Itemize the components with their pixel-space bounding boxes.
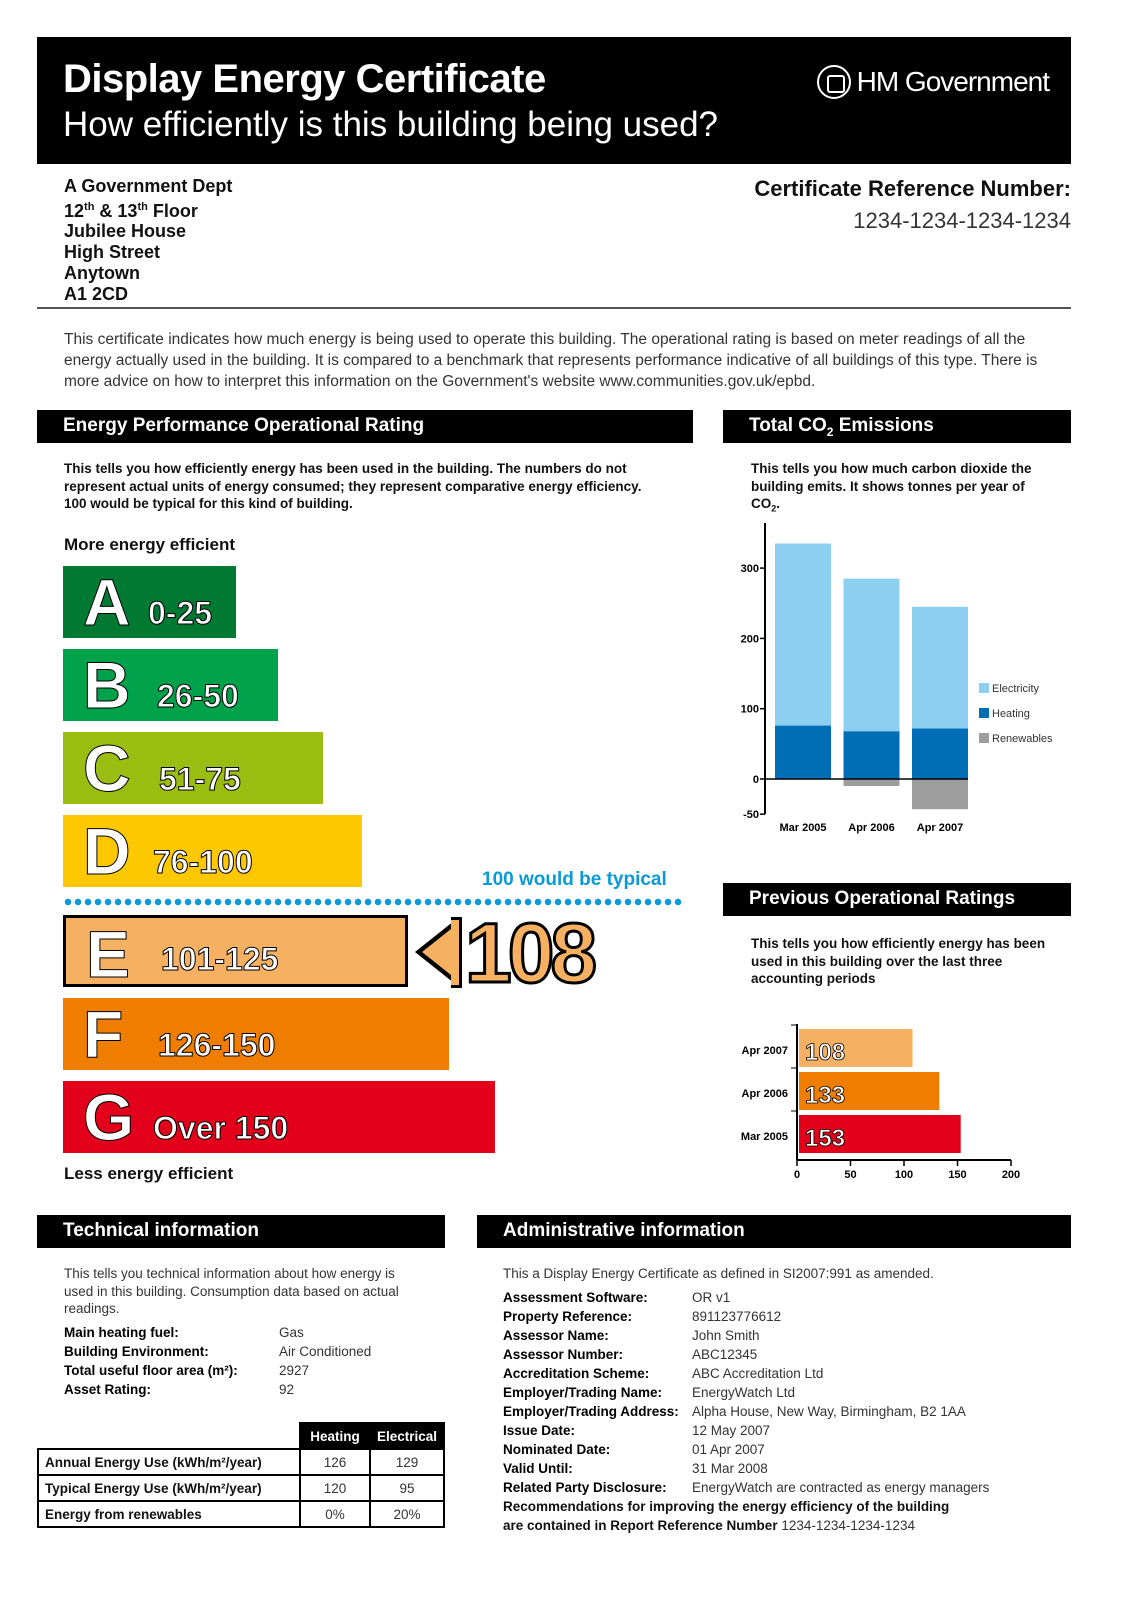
rating-bar-label: 153	[805, 1125, 846, 1152]
less-efficient-label: Less energy efficient	[64, 1164, 234, 1183]
co2-description: This tells you how much carbon dioxide the building emits. It shows tonnes per year of $CO_2$.	[751, 461, 1032, 514]
field-row	[503, 1421, 989, 1440]
field-label: Nominated Date:	[503, 1442, 611, 1457]
field-row	[64, 1380, 371, 1399]
y-tick-label: 100	[740, 703, 759, 716]
recommendations-note: Recommendations for improving the energy efficiency of the building are contained in Report Reference Number 1234-1234-1234-1234	[503, 1499, 950, 1533]
column-header: Electrical	[370, 1423, 444, 1449]
admin-fields	[503, 1288, 989, 1497]
y-tick-label: Apr 2007	[741, 1045, 788, 1057]
legend-label: Heating	[992, 708, 1030, 720]
rating-bar-label: 133	[805, 1082, 846, 1109]
operational-rating-value: 108	[465, 906, 594, 1000]
bar-electricity	[912, 607, 968, 729]
certificate-reference-label: Certificate Reference Number:	[754, 176, 1071, 201]
field-row	[64, 1361, 371, 1380]
band-range: 126-150	[158, 1027, 276, 1063]
field-row	[503, 1478, 989, 1497]
field-row	[503, 1326, 989, 1345]
field-label: Building Environment:	[64, 1344, 209, 1359]
typical-label: 100 would be typical	[482, 869, 667, 890]
table-row: Energy from renewables 0% 20%	[38, 1501, 444, 1527]
field-value: EnergyWatch Ltd	[692, 1385, 796, 1400]
x-tick-label: 0	[793, 1169, 801, 1181]
x-tick-label: 150	[948, 1169, 967, 1181]
field-label: Accreditation Scheme:	[503, 1366, 650, 1381]
field-value: 92	[279, 1382, 295, 1397]
field-row	[503, 1383, 989, 1402]
address-line: A Government Dept	[64, 176, 233, 196]
field-row	[64, 1323, 371, 1342]
field-row	[503, 1459, 989, 1478]
field-value: Gas	[279, 1325, 304, 1340]
band-range: 101-125	[161, 941, 279, 977]
x-tick-label: 50	[844, 1169, 857, 1181]
field-value: OR v1	[692, 1290, 731, 1305]
page-subtitle: How efficiently is this building being used?	[63, 105, 719, 144]
x-tick-label: Apr 2007	[916, 822, 964, 834]
field-label: Valid Until:	[503, 1461, 573, 1476]
field-value: 01 Apr 2007	[692, 1442, 765, 1457]
field-label: Issue Date:	[503, 1423, 576, 1438]
technical-fields	[64, 1323, 371, 1399]
logo-text: HM Government	[856, 66, 1049, 97]
y-tick-label: Apr 2006	[741, 1088, 788, 1100]
field-row	[503, 1288, 989, 1307]
table-row: Annual Energy Use (kWh/m²/year) 126 129	[38, 1449, 444, 1475]
y-tick-label: 300	[740, 563, 759, 576]
field-value: ABC Accreditation Ltd	[692, 1366, 824, 1381]
legend-label: Electricity	[992, 683, 1040, 695]
field-label: Related Party Disclosure:	[503, 1480, 667, 1495]
field-row	[503, 1440, 989, 1459]
band-letter: D	[83, 814, 131, 888]
address-line: High Street	[64, 242, 161, 263]
field-value: 2927	[279, 1363, 310, 1378]
field-label: Employer/Trading Name:	[503, 1385, 663, 1400]
rating-bar-label: 108	[805, 1039, 846, 1066]
field-value: EnergyWatch are contracted as energy managers	[692, 1480, 990, 1495]
field-value: Alpha House, New Way, Birmingham, B2 1AA	[692, 1404, 966, 1419]
field-value: 891123776612	[692, 1309, 782, 1324]
page-title: Display Energy Certificate	[63, 57, 546, 101]
bar-heating	[912, 728, 968, 779]
band-letter: C	[83, 731, 131, 805]
field-label: Main heating fuel:	[64, 1325, 179, 1340]
bar-renewables	[912, 779, 968, 809]
field-label: Employer/Trading Address:	[503, 1404, 679, 1419]
previous-ratings-section-header: Previous Operational Ratings	[723, 883, 1071, 916]
y-tick-label: 200	[740, 633, 759, 646]
rating-section-header: Energy Performance Operational Rating	[37, 410, 693, 443]
field-row	[503, 1345, 989, 1364]
band-letter: A	[83, 565, 131, 639]
x-tick-label: 200	[1001, 1169, 1021, 1181]
field-value: Air Conditioned	[279, 1344, 372, 1359]
energy-use-table	[37, 1422, 445, 1528]
more-efficient-label: More energy efficient	[64, 535, 235, 554]
intro-text: This certificate indicates how much energy is being used to operate this building. The operational rating is based on meter readings of all the energy actually used in the building. It is compared to a benchmark that represents performance indicative of all buildings of this type. There is more advice on how to interpret this information on the Government's website www.communities.gov.uk/epbd.	[64, 331, 1038, 390]
x-tick-label: 100	[894, 1169, 914, 1181]
field-row	[503, 1307, 989, 1326]
field-label: Total useful floor area (m²):	[64, 1363, 238, 1378]
field-label: Asset Rating:	[64, 1382, 152, 1397]
bar-heating	[775, 726, 831, 779]
field-label: Assessor Number:	[503, 1347, 624, 1362]
table-row: Typical Energy Use (kWh/m²/year) 120 95	[38, 1475, 444, 1501]
field-row	[503, 1402, 989, 1421]
address-line: Jubilee House	[64, 221, 187, 242]
y-tick-label: -50	[743, 809, 759, 822]
legend-swatch	[979, 683, 989, 693]
field-value: 12 May 2007	[692, 1423, 771, 1438]
field-label: Assessor Name:	[503, 1328, 609, 1343]
field-value: ABC12345	[692, 1347, 758, 1362]
bar-electricity	[775, 543, 831, 725]
technical-description: This tells you technical information about how energy is used in this building. Consumption data based on actual readings.	[64, 1266, 399, 1316]
bar-heating	[844, 731, 900, 779]
co2-section-header: Total $CO_2$ Emissions	[723, 410, 1071, 443]
address-line: A1 2CD	[64, 283, 129, 304]
previous-ratings-description: This tells you how efficiently energy has been used in this building over the last three accounting periods	[751, 936, 1046, 986]
band-range: 0-25	[148, 595, 213, 631]
address-line: Anytown	[64, 262, 140, 283]
technical-section-header: Technical information	[37, 1215, 445, 1248]
field-value: John Smith	[692, 1328, 760, 1343]
band-range: 26-50	[157, 678, 239, 714]
certificate-reference-value: 1234-1234-1234-1234	[853, 208, 1071, 233]
admin-description: This a Display Energy Certificate as defined in SI2007:991 as amended.	[503, 1266, 934, 1281]
bar-renewables	[844, 779, 900, 786]
field-row	[64, 1342, 371, 1361]
field-value: 31 Mar 2008	[692, 1461, 768, 1476]
band-letter: F	[83, 997, 124, 1071]
legend-label: Renewables	[992, 733, 1053, 745]
rating-description: This tells you how efficiently energy has been used in the building. The numbers do not represent actual units of energy consumed; they represent comparative energy efficiency. 100 would be typical for this kind of building.	[64, 461, 642, 511]
band-range: Over 150	[153, 1110, 289, 1146]
y-tick-label: 0	[752, 774, 759, 786]
field-label: Property Reference:	[503, 1309, 633, 1324]
admin-section-header: Administrative information	[477, 1215, 1071, 1248]
legend-swatch	[979, 733, 989, 743]
field-label: Assessment Software:	[503, 1290, 648, 1305]
legend-swatch	[979, 708, 989, 718]
band-range: 51-75	[159, 761, 241, 797]
x-tick-label: Apr 2006	[848, 822, 895, 834]
band-letter: B	[83, 648, 131, 722]
band-letter: E	[86, 917, 131, 991]
y-tick-label: Mar 2005	[740, 1131, 788, 1143]
field-row	[503, 1364, 989, 1383]
band-range: 76-100	[153, 844, 253, 880]
bar-electricity	[844, 579, 900, 732]
band-letter: G	[83, 1080, 135, 1154]
x-tick-label: Mar 2005	[779, 822, 827, 834]
column-header: Heating	[300, 1423, 370, 1449]
address-line: 12th & 13th Floor	[64, 200, 198, 221]
